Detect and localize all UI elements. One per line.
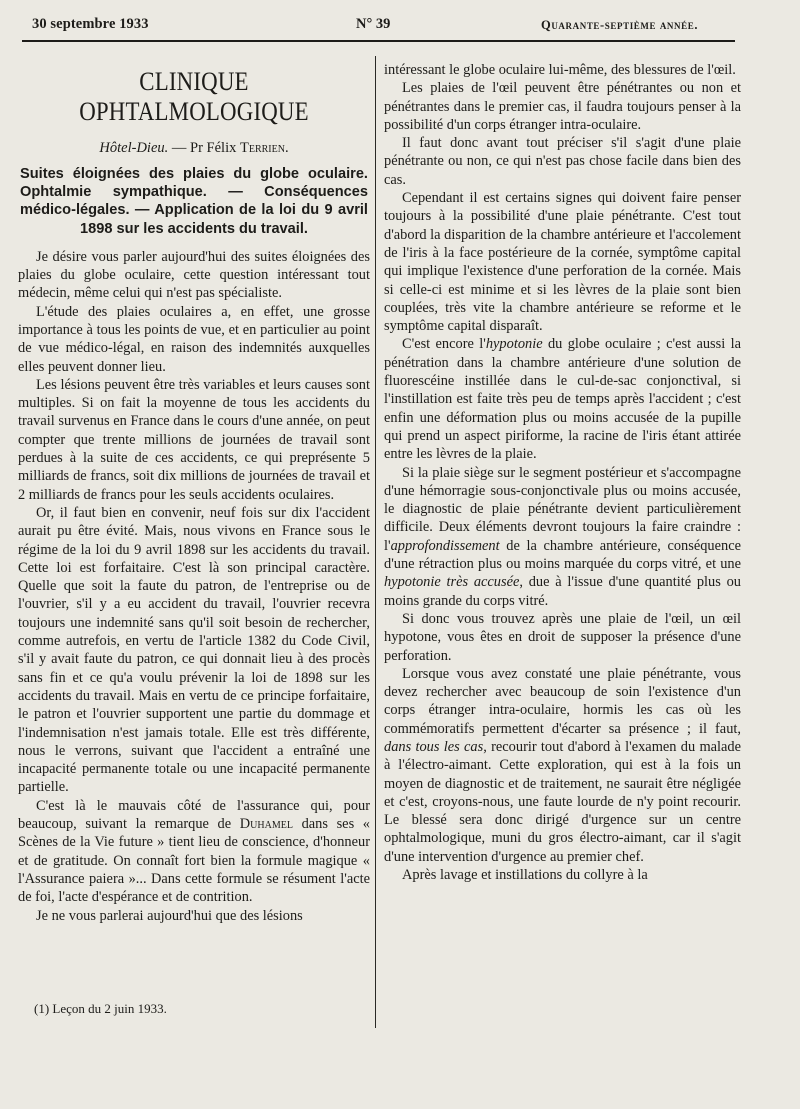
- volume-year: Quarante-septième année.: [541, 18, 699, 32]
- right-paragraph-2: Les plaies de l'œil peuvent être pénétrantes ou non et pénétrantes dans le premier cas, il faudra toujours penser à la possibilité d'un corps étranger intra-oculaire.: [384, 80, 741, 133]
- right-paragraph-5: C'est encore l'hypotonie du globe oculaire ; c'est aussi la pénétration dans la chambre antérieure d'une solution de fluorescéine instillée dans le cul-de-sac conjonctival, si l'instillation est faite très peu de temps après l'accident ; c'est enfin une déformation plus ou moins accusée de la pupille qui prend un aspect piriforme, la racine de l'iris étant attirée entre les lèvres de la plaie.: [384, 336, 741, 463]
- emphasis-approfondissement: approfondissement: [390, 537, 500, 554]
- right-paragraph-4: Cependant il est certains signes qui doivent faire penser toujours à la possibilité d'une plaie pénétrante. C'est tout d'abord la disparition de la chambre antérieure et l'accolement de l'iris à la face postérieure de la cornée, symptôme capital qui implique l'existence d'une perforation de la cornée. Mais si celle-ci est minime et si les lèvres de la plaie sont bien couplées, très vite la chambre antérieure se reforme et le symptôme capital disparaît.: [384, 190, 741, 335]
- author-prefix: — Pr Félix: [168, 140, 240, 156]
- left-paragraph-5: C'est là le mauvais côté de l'assurance qui, pour beaucoup, suivant la remarque de Duhamel dans ses « Scènes de la Vie future » tient lieu de conscience, d'honneur et de gratitude. On connaît fort bien la formule magique « l'Assurance paiera »... Dans cette formule se résument l'acte de foi, l'acte d'espérance et de contrition.: [18, 797, 370, 906]
- left-paragraph-4: Or, il faut bien en convenir, neuf fois sur dix l'accident aurait pu être évité. Mais, nous vivons en France sous le régime de la loi du 9 avril 1898 sur les accidents du travail. Cette loi est forfaitaire. C'est là son principal caractère. Quelle que soit la faute du patron, de l'entreprise ou de l'ouvrier, s'il y a eu accident du travail, l'ouvrier recevra toujours une indemnité sans qu'il soit besoin de rechercher, comme autrefois, en vertu de l'article 1382 du Code Civil, s'il y avait faute du patron, ce qui donnait lieu à des procès sans fin et ce qu'a voulu prévenir la loi de 1898 sur les accidents du travail. Mais en vertu de ce principe forfaitaire, le patron et l'ouvrier supportent une partie du dommage et l'indemnisation n'est jamais totale. Elle est très différente, nous le verrons, suivant que l'accident a entraîné une incapacité permanente totale ou une incapacité permanente partielle.: [18, 504, 370, 796]
- article-title: CLINIQUE OPHTALMOLOGIQUE: [79, 67, 309, 126]
- emphasis-tous-les-cas: dans tous les cas: [384, 738, 484, 755]
- cited-author: Duhamel: [239, 816, 293, 833]
- right-paragraph-9: Après lavage et instillations du collyre à la: [402, 867, 648, 884]
- right-paragraph-1: intéressant le globe oculaire lui-même, des blessures de l'œil.: [384, 62, 736, 78]
- hospital-name: Hôtel-Dieu.: [99, 140, 169, 156]
- issue-number: N° 39: [356, 16, 391, 32]
- right-paragraph-6: Si la plaie siège sur le segment postérieur et s'accompagne d'une hémorragie sous-conjonctivale plus ou moins accusée, le diagnostic de plaie pénétrante devient particulièrement difficile. Deux éléments devront toujours la faire craindre : l'approfondissement de la chambre antérieure, conséquence d'une rétraction plus ou moins marquée du corps vitré, et une hypotonie très accusée, due à l'issue d'une quantité plus ou moins grande du corps vitré.: [384, 464, 741, 609]
- left-paragraph-6: Je ne vous parlerai aujourd'hui que des lésions: [36, 907, 303, 924]
- header-rule: [22, 40, 735, 42]
- left-paragraph-3: Les lésions peuvent être très variables et leurs causes sont multiples. Si on fait la moyenne de tous les accidents du travail survenus en France dans le cours d'une année, on peut compter que trente millions de journées de travail sont perdues à la suite de ces accidents, ce qui preprésente 5 milliards de francs, soit dix millions de journées de travail et 2 milliards de francs pour les seuls accidents oculaires.: [18, 376, 370, 503]
- author-name: Terrien: [239, 140, 285, 156]
- issue-date: 30 septembre 1933: [32, 16, 149, 32]
- left-paragraph-2: L'étude des plaies oculaires a, en effet, une grosse importance à tous les points de vue, et en particulier au point de vue médico-légal, en raison des indemnités auxquelles elles peuvent donner lieu.: [18, 303, 370, 375]
- footnote: (1) Leçon du 2 juin 1933.: [34, 1001, 167, 1016]
- author-suffix: .: [284, 140, 289, 156]
- emphasis-hypotonie: hypotonie: [485, 336, 543, 353]
- right-paragraph-8: Lorsque vous avez constaté une plaie pénétrante, vous devez rechercher avec beaucoup de soin l'existence d'un corps étranger intra-oculaire, hormis les cas où les commémoratifs permettent d'écarter sa présence ; il faut, dans tous les cas, recourir tout d'abord à l'examen du malade à l'électro-aimant. Cette exploration, qui est à la fois un moyen de diagnostic et de traitement, ne saurait être négligée et c'est, croyons-nous, une faute lourde de n'y point recourir. Le blessé sera donc dirigé d'urgence sur un centre ophtalmologique, muni du gros électro-aimant, car il s'agit d'une intervention d'urgence au premier chef.: [384, 665, 741, 865]
- column-divider: [375, 56, 376, 1028]
- right-paragraph-3: Il faut donc avant tout préciser s'il s'agit d'une plaie pénétrante ou non, ce qui n'est pas chose facile dans bien des cas.: [384, 135, 741, 188]
- right-paragraph-7: Si donc vous trouvez après une plaie de l'œil, un œil hypotone, vous êtes en droit de supposer la présence d'une perforation.: [384, 610, 741, 664]
- left-column: [18, 61, 370, 925]
- right-column: [384, 61, 741, 884]
- left-paragraph-1: Je désire vous parler aujourd'hui des suites éloignées des plaies du globe oculaire, cette question intéressant tout médecin, même celui qui n'est pas spécialiste.: [18, 248, 370, 302]
- byline: [18, 139, 370, 157]
- lecture-subject: Suites éloignées des plaies du globe oculaire. Ophtalmie sympathique. — Conséquences médico-légales. — Application de la loi du 9 avril 1898 sur les accidents du travail.: [20, 166, 368, 237]
- emphasis-hypotonie-accusee: hypotonie très accusée: [384, 574, 520, 591]
